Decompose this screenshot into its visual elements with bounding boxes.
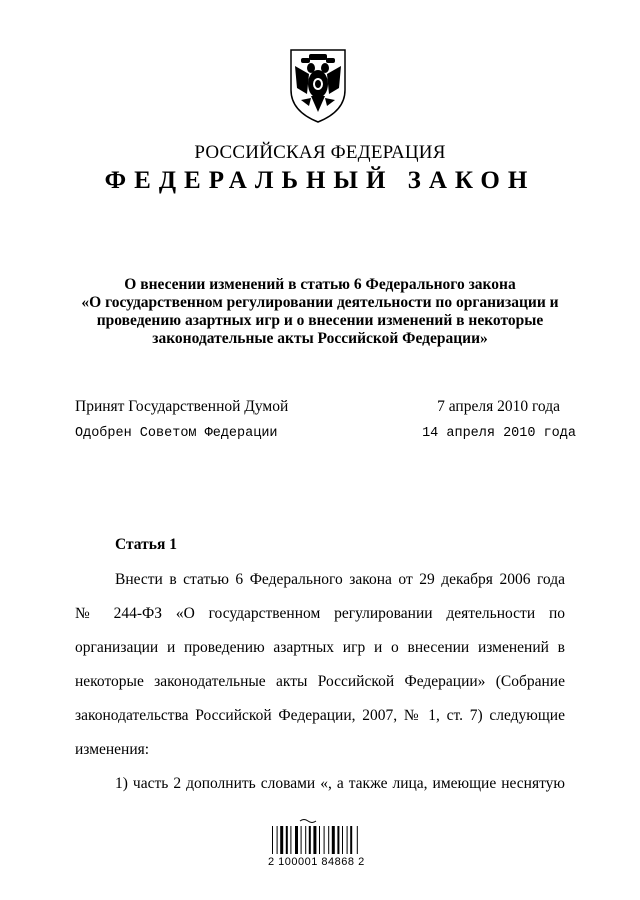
article-text-line: № 244-ФЗ «О государственном регулировании деятельности по (75, 605, 565, 622)
article-heading: Статья 1 (115, 536, 177, 553)
law-title-line: законодательные акты Российской Федерации» (152, 330, 488, 347)
law-title (60, 276, 580, 348)
document-type-heading: ФЕДЕРАЛЬНЫЙ ЗАКОН (104, 167, 536, 194)
coat-of-arms-emblem (287, 44, 349, 124)
country-heading: РОССИЙСКАЯ ФЕДЕРАЦИЯ (194, 142, 446, 163)
approved-council-date: 14 апреля 2010 года (422, 426, 576, 441)
barcode-digits: 2 100001 84868 2 (268, 856, 365, 868)
article-text-line: законодательства Российской Федерации, 2007, № 1, ст. 7) следующие (75, 707, 565, 724)
law-title-line: О внесении изменений в статью 6 Федерального закона (124, 276, 516, 293)
law-title-line: проведению азартных игр и о внесении изменений в некоторые (96, 312, 544, 329)
law-title-line: «О государственном регулировании деятельности по организации и (81, 294, 559, 311)
approved-council-label: Одобрен Советом Федерации (75, 426, 278, 441)
article-text-line: организации и проведению азартных игр и о внесении изменений в (75, 639, 565, 656)
article-text-line: 1) часть 2 дополнить словами «, а также лица, имеющие неснятую (115, 775, 565, 792)
article-text-line: Внести в статью 6 Федерального закона от 29 декабря 2006 года (115, 571, 565, 588)
article-text-line: некоторые законодательные акты Российской Федерации» (Собрание (75, 673, 565, 690)
article-text-line: изменения: (75, 741, 150, 758)
barcode (270, 818, 365, 854)
adopted-duma-date: 7 апреля 2010 года (437, 398, 560, 415)
adopted-duma-label: Принят Государственной Думой (75, 398, 289, 415)
